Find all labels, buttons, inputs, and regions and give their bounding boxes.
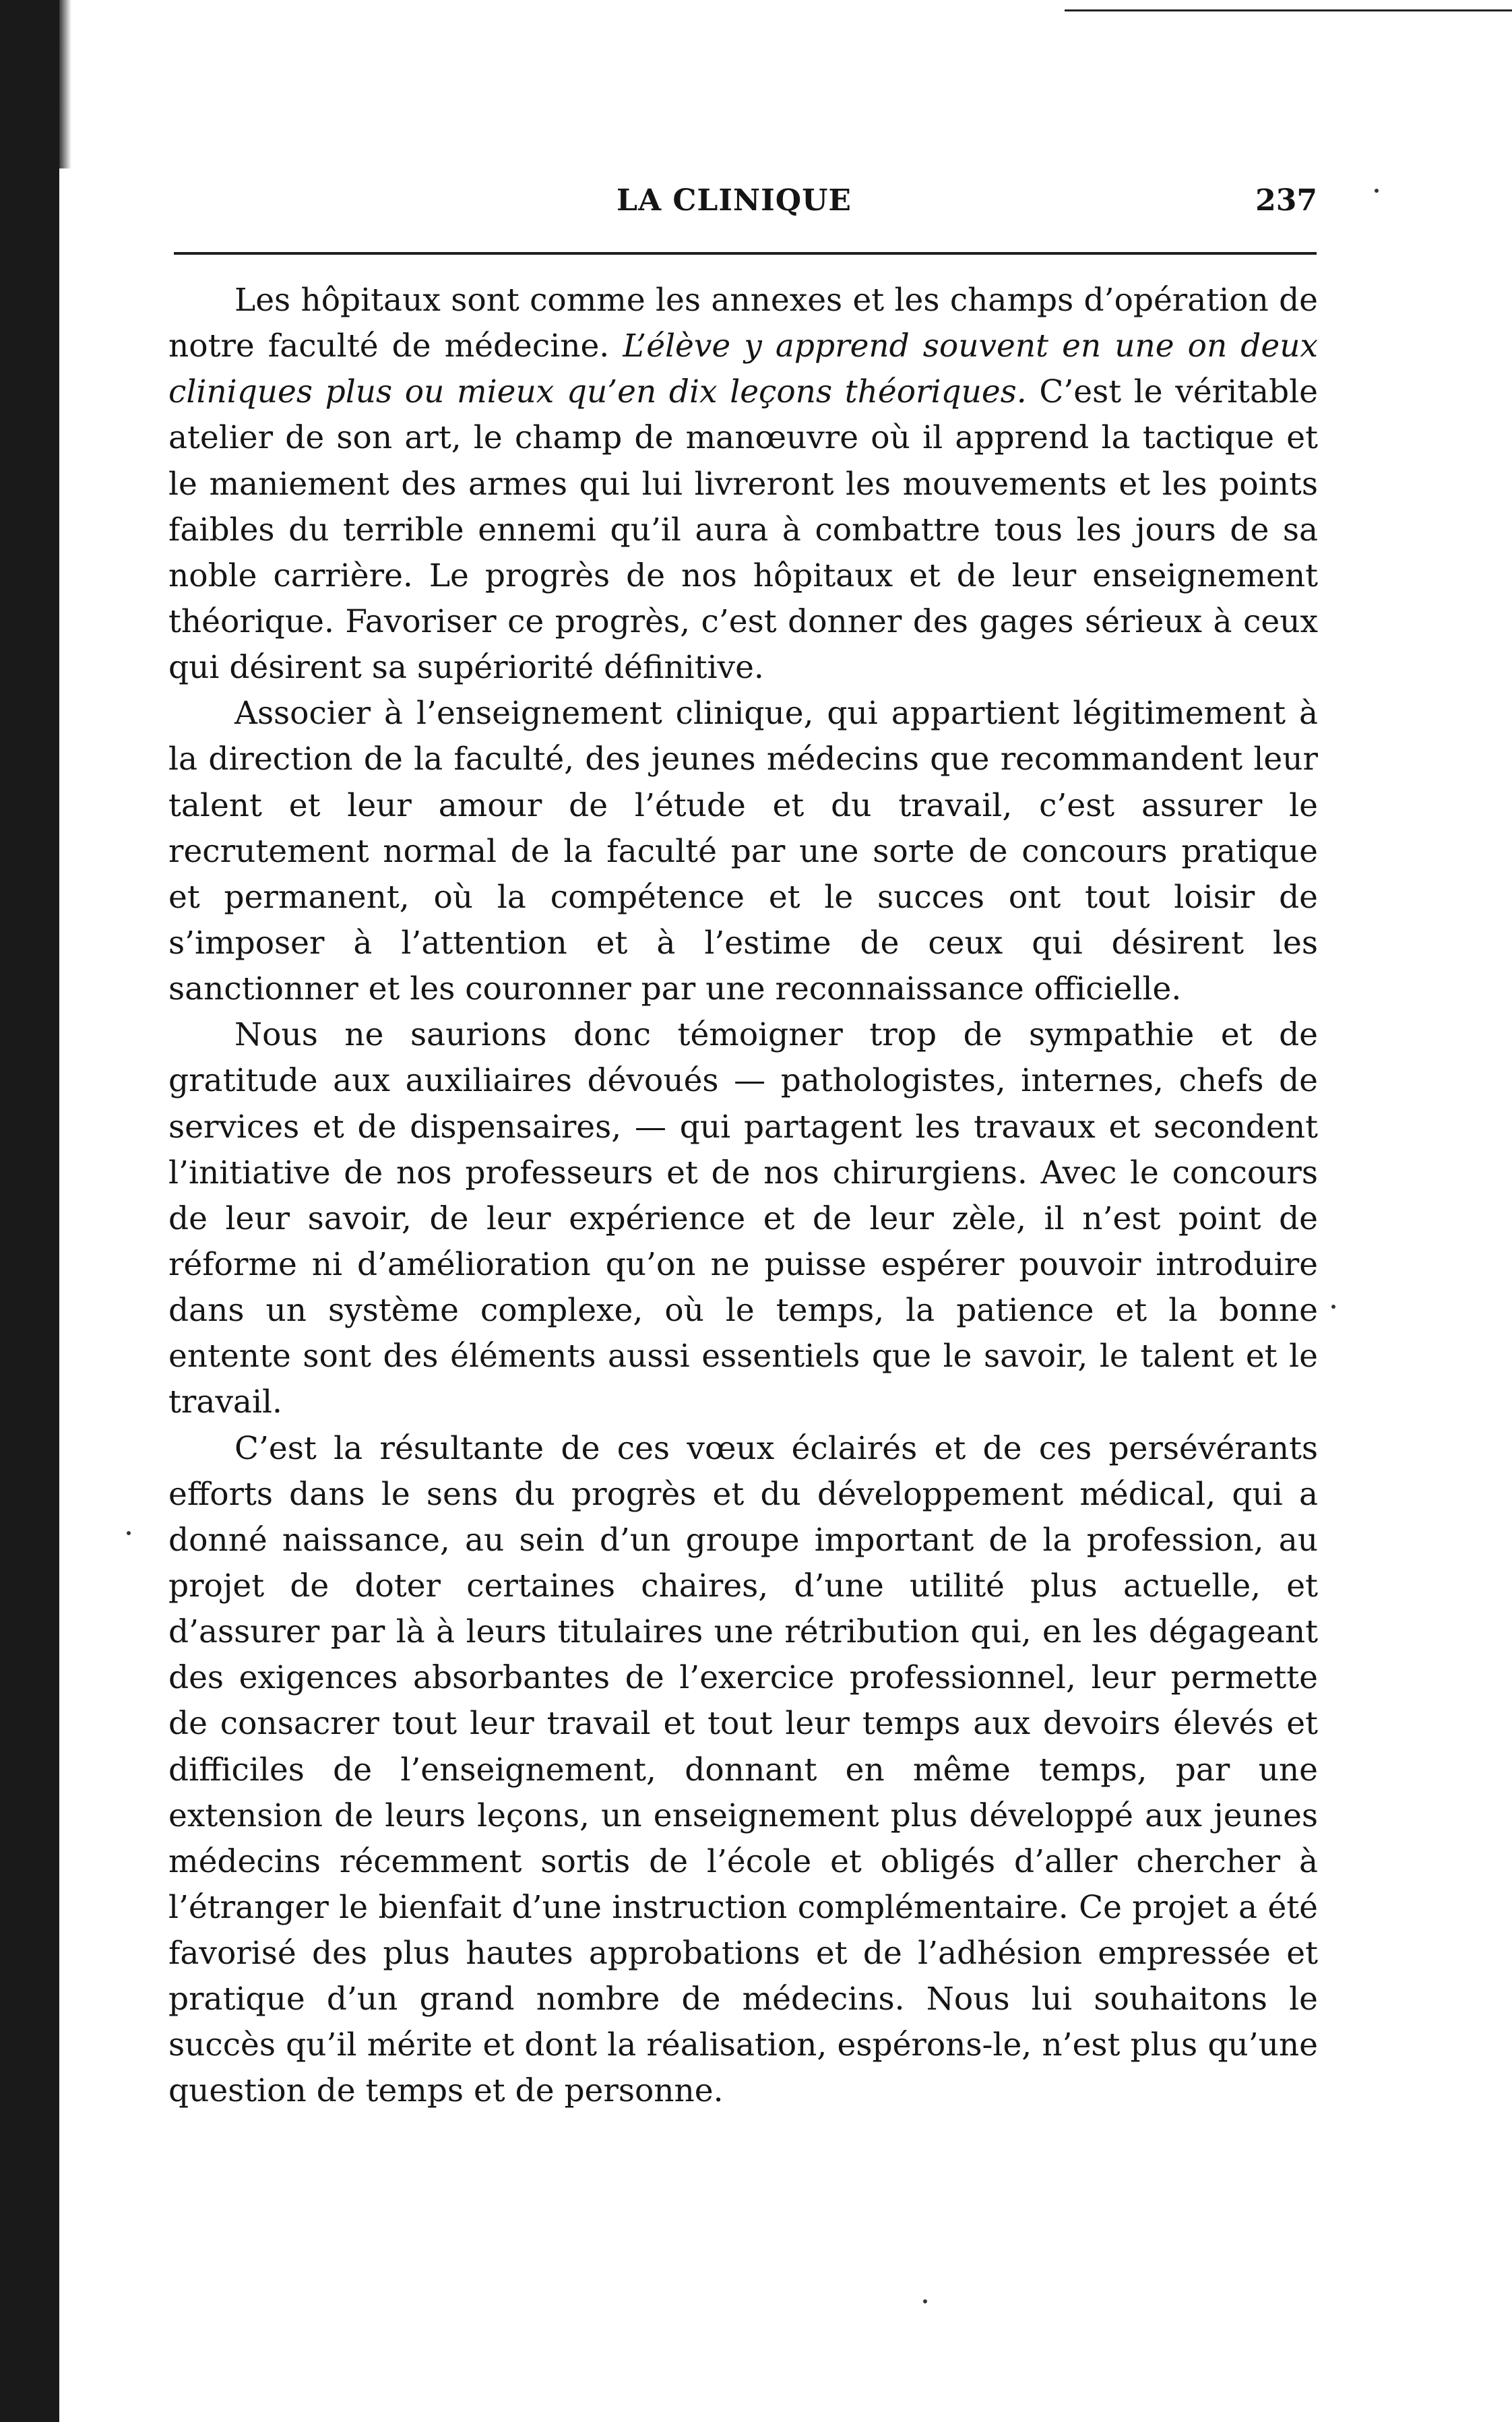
top-edge-rule xyxy=(1065,9,1512,11)
paragraph-1-lead: Les hôpitaux sont comme les annexes et les champs d’opération de notre faculté de médecine. xyxy=(168,282,1318,365)
page-number: 237 xyxy=(1255,183,1317,218)
running-title: LA CLINIQUE xyxy=(617,183,852,218)
binding-shadow xyxy=(59,0,71,168)
print-speck xyxy=(127,1531,131,1535)
page-binding-edge xyxy=(0,0,59,2422)
paragraph-3: Nous ne saurions donc témoigner trop de sympathie et de gratitude aux auxiliaires dévoués — pathologistes, internes, chefs de services et de dispensaires, — qui partagent les travaux et secondent l’initiative de nos professeurs et de nos chirurgiens. Avec le concours de leur savoir, de leur expérience et de leur zèle, il n’est point de réforme ni d’amélioration qu’on ne puisse espérer pouvoir introduire dans un système complexe, où le temps, la patience et la bonne entente sont des éléments aussi essentiels que le savoir, le talent et le travail. xyxy=(168,1016,1318,1421)
running-head xyxy=(172,183,1317,224)
paragraph-1 xyxy=(168,278,1318,691)
print-speck xyxy=(1331,1305,1335,1309)
print-speck xyxy=(923,2299,927,2303)
paragraph-4: C’est la résultante de ces vœux éclairés et de ces persévérants efforts dans le sens du progrès et du développement médical, qui a donné naissance, au sein d’un groupe important de la profession, au projet de doter certaines chaires, d’une utilité plus actuelle, et d’assurer par là à leurs titulaires une rétribution qui, en les dégageant des exigences absorbantes de l’exercice professionnel, leur permette de consacrer tout leur travail et tout leur temps aux devoirs élevés et difficiles de l’enseignement, donnant en même temps, par une extension de leurs leçons, un enseignement plus développé aux jeunes médecins récemment sortis de l’école et obligés d’aller chercher à l’étranger le bienfait d’une instruction complémentaire. Ce projet a été favorisé des plus hautes approbations et de l’adhésion empressée et pratique d’un grand nombre de médecins. Nous lui souhaitons le succès qu’il mérite et dont la réalisation, espérons-le, n’est plus qu’une question de temps et de personne. xyxy=(168,1429,1318,2110)
header-rule xyxy=(174,252,1317,255)
body-text xyxy=(168,276,1318,2115)
paragraph-1-tail: C’est le véritable atelier de son art, le champ de manœuvre où il apprend la tactique et le maniement des armes qui lui livreront les mouvements et les points faibles du terrible ennemi qu’il aura à combattre tous les jours de sa noble carrière. Le progrès de nos hôpitaux et de leur enseignement théorique. Favoriser ce progrès, c’est donner des gages sérieux à ceux qui désirent sa supériorité définitive. xyxy=(168,373,1318,687)
paragraph-2: Associer à l’enseignement clinique, qui appartient légitimement à la direction de la faculté, des jeunes médecins que recommandent leur talent et leur amour de l’étude et du travail, c’est assurer le recrutement normal de la faculté par une sorte de concours pratique et permanent, où la compétence et le succes ont tout loisir de s’imposer à l’attention et à l’estime de ceux qui désirent les sanctionner et les couronner par une reconnaissance officielle. xyxy=(168,695,1318,1008)
paragraph-1-italic: L’élève y apprend souvent en une on deux cliniques plus ou mieux qu’en dix leçons théoriques. xyxy=(168,328,1318,411)
print-speck xyxy=(1375,189,1379,193)
